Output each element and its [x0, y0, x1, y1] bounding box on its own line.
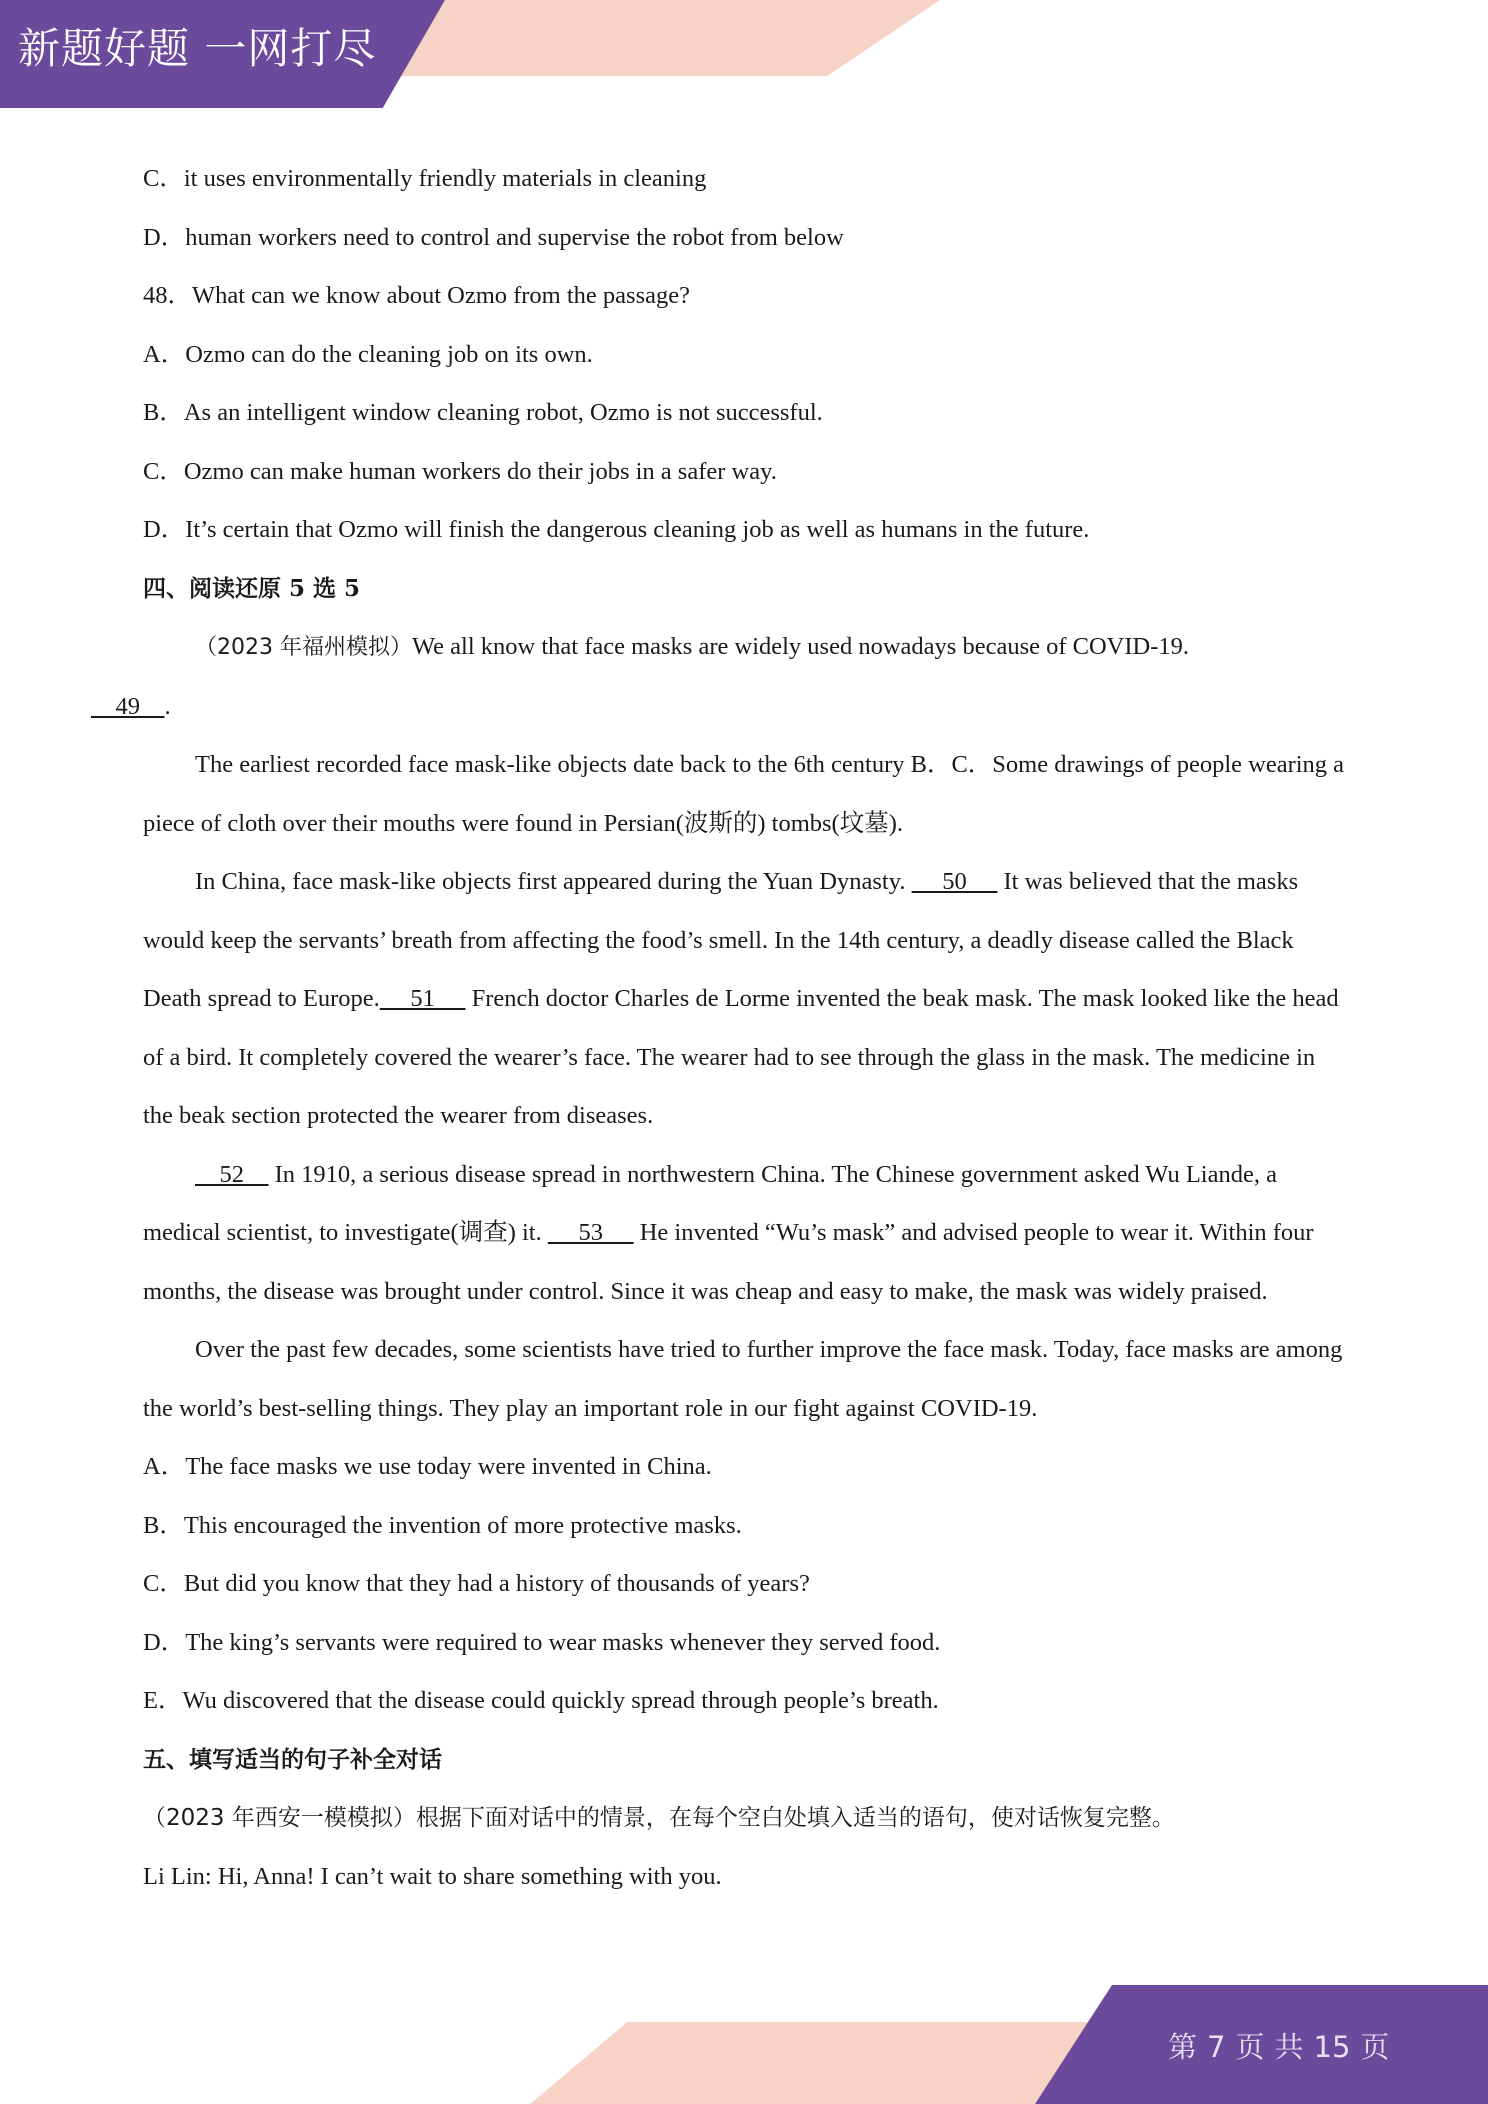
q48-option-a: A．Ozmo can do the cleaning job on its own. — [143, 340, 593, 368]
header-title: 新题好题 一网打尽 — [18, 24, 377, 73]
page-label-unit: 页 — [1235, 2030, 1265, 2064]
dialogue-line-1: Li Lin: Hi, Anna! I can’t wait to share something with you. — [143, 1862, 722, 1890]
blank-49: 49 — [91, 692, 165, 720]
page-label-total-prefix: 共 — [1274, 2030, 1304, 2064]
section5-heading: 五、填写适当的句子补全对话 — [143, 1745, 442, 1773]
page-label-unit: 页 — [1360, 2030, 1390, 2064]
current-page: 7 — [1207, 2030, 1226, 2064]
section5-instruction: （2023 年西安一模模拟）根据下面对话中的情景，在每个空白处填入适当的语句，使对话恢复完整。 — [143, 1805, 1175, 1831]
q48-option-c: C．Ozmo can make human workers do their jobs in a safer way. — [143, 457, 777, 485]
section4-paragraph-1: （2023 年福州模拟）We all know that face masks are widely used nowadays because of COVID-19. 49 . — [91, 633, 1189, 720]
q48-option-b: B．As an intelligent window cleaning robot, Ozmo is not successful. — [143, 399, 823, 426]
blank-53: 53 — [547, 1219, 634, 1246]
section4-option-d: D．The king’s servants were required to wear masks whenever they served food. — [143, 1628, 941, 1656]
blank-52: 52 — [195, 1160, 269, 1188]
paragraph-text: In China, face mask-like objects first appeared during the Yuan Dynasty. — [195, 868, 912, 895]
page-content — [91, 150, 1348, 1906]
paragraph-text: We all know that face masks are widely used nowadays because of COVID-19. — [411, 633, 1189, 660]
q48-option-d: D．It’s certain that Ozmo will finish the dangerous cleaning job as well as humans in the future. — [143, 516, 1090, 543]
section4-paragraph-4 — [143, 1146, 1348, 1322]
q47-option-d: D．human workers need to control and supervise the robot from below — [143, 223, 844, 251]
q48-question: 48．What can we know about Ozmo from the passage? — [143, 282, 690, 309]
blank-50: 50 — [911, 868, 998, 895]
source-note: （2023 年福州模拟） — [195, 635, 412, 660]
q47-option-c: C．it uses environmentally friendly materials in cleaning — [143, 165, 707, 192]
section4-option-e: E．Wu discovered that the disease could quickly spread through people’s breath. — [143, 1687, 939, 1714]
total-pages: 15 — [1313, 2030, 1351, 2064]
section4-option-a: A．The face masks we use today were invented in China. — [143, 1453, 712, 1480]
page-label-prefix: 第 — [1168, 2030, 1198, 2064]
paragraph-text: In 1910, a serious disease spread in northwestern China. The Chinese government asked Wu Liande, a medical scientist, to investigate(调查) it. — [143, 1160, 1277, 1246]
section4-option-c: C．But did you know that they had a history of thousands of years? — [143, 1570, 810, 1597]
paragraph-text: It was believed that the masks would keep the servants’ breath from affecting the food’s smell. In the 14th century, a deadly disease called the Black Death spread to Europe. — [143, 868, 1299, 1012]
section4-option-b: B．This encouraged the invention of more protective masks. — [143, 1511, 742, 1539]
section4-paragraph-5: Over the past few decades, some scientists have tried to further improve the face mask. Today, face masks are among the world’s best-selling things. They play an important role in our fight against COVID-19. — [143, 1336, 1343, 1422]
page-number — [1168, 2025, 1399, 2066]
paragraph-text: French doctor Charles de Lorme invented the beak mask. The mask looked like the head of a bird. It completely covered the wearer’s face. The wearer had to see through the glass in the mask. The medicine in the beak section protected the wearer from diseases. — [143, 985, 1339, 1129]
paragraph-text: He invented “Wu’s mask” and advised people to wear it. Within four months, the disease was brought under control. Since it was cheap and easy to make, the mask was widely praised. — [143, 1219, 1314, 1305]
section4-paragraph-3 — [143, 853, 1348, 1146]
section4-heading: 四、阅读还原 5 选 5 — [143, 574, 361, 602]
blank-51: 51 — [379, 985, 466, 1012]
section4-paragraph-2: The earliest recorded face mask-like objects date back to the 6th century B．C．Some drawings of people wearing a piece of cloth over their mouths were found in Persian(波斯的) tombs(坟墓). — [143, 751, 1345, 837]
